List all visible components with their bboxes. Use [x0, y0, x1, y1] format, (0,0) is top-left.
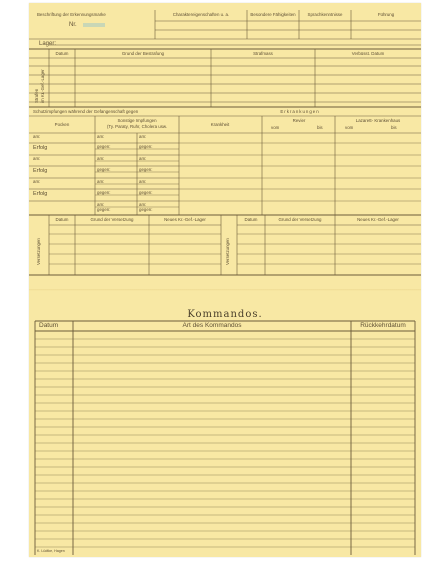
fuhrung-label: Führung [377, 12, 395, 17]
impf-sonstige-label-2: am: [139, 134, 147, 139]
nr-field[interactable] [83, 23, 105, 27]
impf-pocken-label: am: [33, 156, 41, 161]
krankheit-header: Krankheit [210, 122, 230, 127]
impf-sonstige-label: am: [97, 202, 105, 207]
charaktereigenschaften-label: Charaktereigenschaften u. a. [172, 12, 230, 17]
impf-sonstige-label-2: am: [139, 179, 147, 184]
revier-vom: vom [271, 125, 280, 130]
form-grid [29, 3, 421, 557]
versetzungen-grund-right: Grund der Versetzung [278, 217, 322, 222]
impf-sonstige-label-2: am: [139, 202, 147, 207]
revier-bis: bis [317, 125, 323, 130]
kommandos-title: Kommandos. [187, 309, 263, 320]
lager-label: Lager: [39, 41, 57, 47]
kommandos-datum-header: Datum [39, 322, 59, 329]
versetzungen-neues-right: Neues Kr.-Gef.-Lager [357, 217, 399, 222]
impf-sonstige-label-2: am: [139, 156, 147, 161]
fold-line [29, 289, 421, 291]
versetzungen-neues-left: Neues Kr.-Gef.-Lager [164, 217, 206, 222]
nr-label: Nr. [69, 22, 77, 28]
impf-sonstige-label: gegen: [97, 144, 111, 149]
fahigkeiten-label: Besondere Fähigkeiten [250, 12, 296, 17]
sonstige-impfungen-subheader: (Ty. Paraty, Ruhr, Cholera usw. [106, 124, 168, 129]
sprachkenntnisse-label: Sprachkenntnisse [307, 12, 343, 17]
kommandos-ruckkehr-header: Rückkehrdatum [360, 322, 406, 329]
impf-sonstige-label: gegen: [97, 167, 111, 172]
strafen-side-sublabel: im Kr.-Gef.-Lager [40, 69, 45, 103]
strafen-grund-header: Grund der Bestrafung [121, 51, 165, 56]
versetzungen-datum-left: Datum [55, 217, 69, 222]
impf-sonstige-label-2: gegen: [139, 144, 153, 149]
versetzungen-side-label-left: Versetzungen [36, 238, 41, 265]
erkrankungen-title: Erkrankungen [280, 109, 320, 114]
impf-sonstige-label: gegen: [97, 190, 111, 195]
versetzungen-grund-left: Grund der Versetzung [90, 217, 134, 222]
impf-pocken-label: Erfolg [33, 191, 48, 197]
revier-header: Revier [292, 118, 306, 123]
impf-sonstige-label-2: gegen: [139, 190, 153, 195]
strafen-verbusst-header: Verbüsst. Datum [351, 51, 385, 56]
versetzungen-side-label-right: Versetzungen [225, 238, 230, 265]
pocken-header: Pocken [54, 122, 70, 127]
versetzungen-datum-right: Datum [244, 217, 258, 222]
lazarett-bis: bis [391, 125, 397, 130]
impf-sonstige-label: am: [97, 179, 105, 184]
erkennungsmarke-label: Beschriftung der Erkennungsmarke [37, 12, 106, 17]
printer-imprint: K. Lüdtke, Hagen [37, 549, 65, 553]
impf-sonstige-label: am: [97, 156, 105, 161]
personnel-card [29, 3, 421, 557]
strafen-strafmass-header: Strafmass [253, 51, 273, 56]
impf-pocken-label: am: [33, 179, 41, 184]
impf-sonstige-label-2: gegen: [139, 167, 153, 172]
impf-pocken-label: am: [33, 134, 41, 139]
sonstige-impfungen-header: Sonstige Impfungen [117, 118, 157, 123]
kommandos-art-header: Art des Kommandos [182, 322, 242, 329]
strafen-datum-header: Datum [55, 51, 69, 56]
impfungen-title: Schutzimpfungen während der Gefangenschaft gegen [33, 109, 139, 114]
impf-pocken-label: Erfolg [33, 145, 48, 151]
impf-sonstige-label-2: gegen: [139, 207, 153, 212]
impf-sonstige-label: am: [97, 134, 105, 139]
strafen-side-label: Strafen [34, 88, 39, 103]
lazarett-header: Lazarett- Krankenhaus [355, 118, 401, 123]
impf-pocken-label: Erfolg [33, 168, 48, 174]
impf-sonstige-label: gegen: [97, 207, 111, 212]
lazarett-vom: vom [345, 125, 354, 130]
